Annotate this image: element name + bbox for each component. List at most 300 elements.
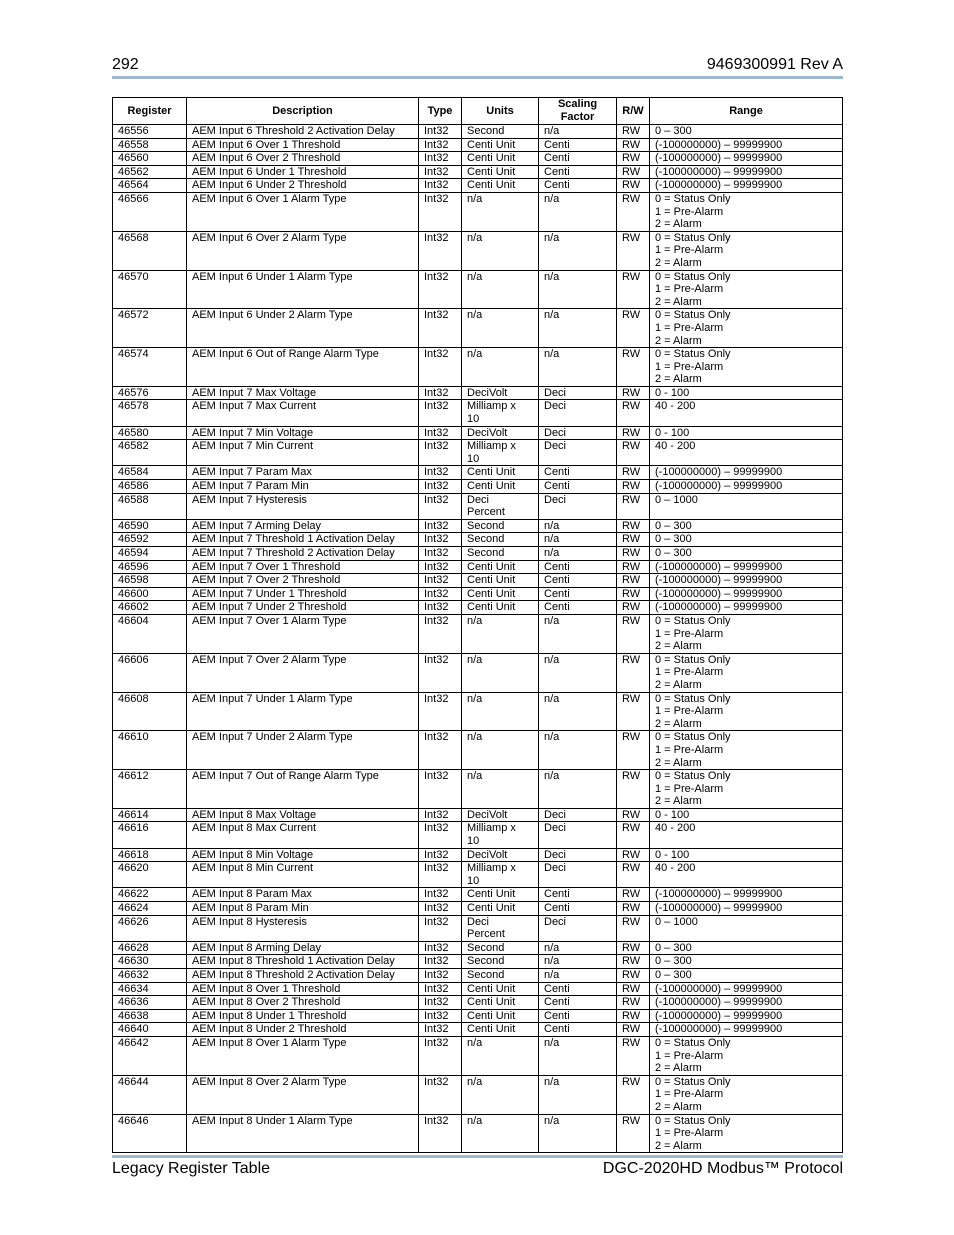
register-cell: 46560 bbox=[113, 152, 187, 166]
rw-cell: RW bbox=[617, 426, 650, 440]
register-cell: 46614 bbox=[113, 808, 187, 822]
range-cell: (-100000000) – 99999900 bbox=[650, 138, 843, 152]
table-row bbox=[113, 862, 843, 888]
description-cell: AEM Input 7 Param Min bbox=[187, 480, 419, 494]
register-cell: 46556 bbox=[113, 125, 187, 139]
scaling-cell: Deci bbox=[539, 822, 617, 848]
register-cell: 46612 bbox=[113, 770, 187, 809]
scaling-cell: n/a bbox=[539, 941, 617, 955]
register-cell: 46558 bbox=[113, 138, 187, 152]
units-cell: n/a bbox=[462, 653, 539, 692]
rw-cell: RW bbox=[617, 731, 650, 770]
scaling-cell: Centi bbox=[539, 179, 617, 193]
rw-cell: RW bbox=[617, 152, 650, 166]
scaling-cell: n/a bbox=[539, 955, 617, 969]
rw-cell: RW bbox=[617, 941, 650, 955]
rw-cell: RW bbox=[617, 996, 650, 1010]
table-row bbox=[113, 179, 843, 193]
description-cell: AEM Input 7 Min Voltage bbox=[187, 426, 419, 440]
rw-cell: RW bbox=[617, 547, 650, 561]
description-cell: AEM Input 7 Max Voltage bbox=[187, 386, 419, 400]
rw-cell: RW bbox=[617, 386, 650, 400]
rw-cell: RW bbox=[617, 587, 650, 601]
rw-cell: RW bbox=[617, 493, 650, 519]
table-row bbox=[113, 386, 843, 400]
units-cell: n/a bbox=[462, 270, 539, 309]
units-cell: Milliamp x 10 bbox=[462, 862, 539, 888]
description-cell: AEM Input 6 Over 1 Threshold bbox=[187, 138, 419, 152]
type-cell: Int32 bbox=[419, 480, 462, 494]
description-cell: AEM Input 7 Over 2 Threshold bbox=[187, 574, 419, 588]
scaling-cell: Centi bbox=[539, 1009, 617, 1023]
description-cell: AEM Input 8 Min Current bbox=[187, 862, 419, 888]
table-row bbox=[113, 902, 843, 916]
units-cell: Centi Unit bbox=[462, 601, 539, 615]
table-row bbox=[113, 653, 843, 692]
footer-section: Legacy Register Table bbox=[112, 1160, 271, 1177]
column-header: Description bbox=[187, 98, 419, 125]
description-cell: AEM Input 6 Threshold 2 Activation Delay bbox=[187, 125, 419, 139]
type-cell: Int32 bbox=[419, 731, 462, 770]
units-cell: Centi Unit bbox=[462, 982, 539, 996]
type-cell: Int32 bbox=[419, 270, 462, 309]
scaling-cell: Centi bbox=[539, 152, 617, 166]
column-header: Range bbox=[650, 98, 843, 125]
units-cell: Deci Percent bbox=[462, 493, 539, 519]
scaling-cell: n/a bbox=[539, 692, 617, 731]
table-row bbox=[113, 1114, 843, 1153]
units-cell: Centi Unit bbox=[462, 574, 539, 588]
rw-cell: RW bbox=[617, 1114, 650, 1153]
table-row bbox=[113, 426, 843, 440]
type-cell: Int32 bbox=[419, 386, 462, 400]
range-cell: 0 = Status Only 1 = Pre-Alarm 2 = Alarm bbox=[650, 1075, 843, 1114]
scaling-cell: n/a bbox=[539, 231, 617, 270]
register-cell: 46616 bbox=[113, 822, 187, 848]
units-cell: n/a bbox=[462, 309, 539, 348]
description-cell: AEM Input 6 Over 1 Alarm Type bbox=[187, 192, 419, 231]
register-cell: 46620 bbox=[113, 862, 187, 888]
range-cell: 0 – 300 bbox=[650, 533, 843, 547]
range-cell: 0 = Status Only 1 = Pre-Alarm 2 = Alarm bbox=[650, 692, 843, 731]
register-cell: 46618 bbox=[113, 848, 187, 862]
description-cell: AEM Input 7 Under 1 Alarm Type bbox=[187, 692, 419, 731]
range-cell: 0 = Status Only 1 = Pre-Alarm 2 = Alarm bbox=[650, 1036, 843, 1075]
description-cell: AEM Input 8 Over 2 Alarm Type bbox=[187, 1075, 419, 1114]
type-cell: Int32 bbox=[419, 533, 462, 547]
table-row bbox=[113, 587, 843, 601]
units-cell: Second bbox=[462, 941, 539, 955]
description-cell: AEM Input 7 Over 1 Threshold bbox=[187, 560, 419, 574]
type-cell: Int32 bbox=[419, 138, 462, 152]
description-cell: AEM Input 7 Over 1 Alarm Type bbox=[187, 614, 419, 653]
units-cell: Centi Unit bbox=[462, 165, 539, 179]
page-footer bbox=[112, 1158, 843, 1180]
units-cell: Centi Unit bbox=[462, 138, 539, 152]
type-cell: Int32 bbox=[419, 574, 462, 588]
rw-cell: RW bbox=[617, 560, 650, 574]
description-cell: AEM Input 8 Hysteresis bbox=[187, 915, 419, 941]
description-cell: AEM Input 8 Under 1 Alarm Type bbox=[187, 1114, 419, 1153]
type-cell: Int32 bbox=[419, 888, 462, 902]
range-cell: (-100000000) – 99999900 bbox=[650, 574, 843, 588]
description-cell: AEM Input 6 Under 2 Threshold bbox=[187, 179, 419, 193]
scaling-cell: Deci bbox=[539, 862, 617, 888]
table-row bbox=[113, 125, 843, 139]
scaling-cell: n/a bbox=[539, 731, 617, 770]
range-cell: 0 = Status Only 1 = Pre-Alarm 2 = Alarm bbox=[650, 653, 843, 692]
range-cell: 40 - 200 bbox=[650, 822, 843, 848]
scaling-cell: Centi bbox=[539, 165, 617, 179]
column-header: Type bbox=[419, 98, 462, 125]
description-cell: AEM Input 8 Over 1 Threshold bbox=[187, 982, 419, 996]
rw-cell: RW bbox=[617, 601, 650, 615]
register-cell: 46626 bbox=[113, 915, 187, 941]
rw-cell: RW bbox=[617, 192, 650, 231]
table-row bbox=[113, 152, 843, 166]
rw-cell: RW bbox=[617, 165, 650, 179]
rw-cell: RW bbox=[617, 179, 650, 193]
range-cell: 0 = Status Only 1 = Pre-Alarm 2 = Alarm bbox=[650, 348, 843, 387]
description-cell: AEM Input 8 Over 2 Threshold bbox=[187, 996, 419, 1010]
units-cell: Centi Unit bbox=[462, 587, 539, 601]
register-cell: 46566 bbox=[113, 192, 187, 231]
table-row bbox=[113, 770, 843, 809]
page-number: 292 bbox=[112, 56, 139, 73]
range-cell: 0 = Status Only 1 = Pre-Alarm 2 = Alarm bbox=[650, 270, 843, 309]
units-cell: n/a bbox=[462, 348, 539, 387]
type-cell: Int32 bbox=[419, 770, 462, 809]
rw-cell: RW bbox=[617, 533, 650, 547]
rw-cell: RW bbox=[617, 400, 650, 426]
range-cell: 0 – 300 bbox=[650, 969, 843, 983]
description-cell: AEM Input 7 Arming Delay bbox=[187, 519, 419, 533]
units-cell: Centi Unit bbox=[462, 152, 539, 166]
type-cell: Int32 bbox=[419, 822, 462, 848]
type-cell: Int32 bbox=[419, 348, 462, 387]
type-cell: Int32 bbox=[419, 192, 462, 231]
range-cell: 0 – 300 bbox=[650, 125, 843, 139]
register-cell: 46594 bbox=[113, 547, 187, 561]
type-cell: Int32 bbox=[419, 982, 462, 996]
table-header-row bbox=[113, 98, 843, 125]
units-cell: Centi Unit bbox=[462, 179, 539, 193]
description-cell: AEM Input 8 Param Min bbox=[187, 902, 419, 916]
type-cell: Int32 bbox=[419, 808, 462, 822]
type-cell: Int32 bbox=[419, 547, 462, 561]
range-cell: (-100000000) – 99999900 bbox=[650, 480, 843, 494]
units-cell: n/a bbox=[462, 192, 539, 231]
rw-cell: RW bbox=[617, 1009, 650, 1023]
rw-cell: RW bbox=[617, 1023, 650, 1037]
range-cell: (-100000000) – 99999900 bbox=[650, 1009, 843, 1023]
table-row bbox=[113, 1036, 843, 1075]
rw-cell: RW bbox=[617, 692, 650, 731]
table-row bbox=[113, 348, 843, 387]
register-cell: 46630 bbox=[113, 955, 187, 969]
rw-cell: RW bbox=[617, 440, 650, 466]
range-cell: (-100000000) – 99999900 bbox=[650, 1023, 843, 1037]
range-cell: 0 – 1000 bbox=[650, 915, 843, 941]
scaling-cell: n/a bbox=[539, 770, 617, 809]
table-row bbox=[113, 731, 843, 770]
type-cell: Int32 bbox=[419, 165, 462, 179]
type-cell: Int32 bbox=[419, 653, 462, 692]
register-cell: 46578 bbox=[113, 400, 187, 426]
register-cell: 46564 bbox=[113, 179, 187, 193]
range-cell: 0 - 100 bbox=[650, 848, 843, 862]
register-cell: 46592 bbox=[113, 533, 187, 547]
table-row bbox=[113, 692, 843, 731]
table-row bbox=[113, 969, 843, 983]
register-cell: 46640 bbox=[113, 1023, 187, 1037]
register-cell: 46570 bbox=[113, 270, 187, 309]
range-cell: 0 = Status Only 1 = Pre-Alarm 2 = Alarm bbox=[650, 614, 843, 653]
rw-cell: RW bbox=[617, 862, 650, 888]
range-cell: 0 = Status Only 1 = Pre-Alarm 2 = Alarm bbox=[650, 231, 843, 270]
range-cell: (-100000000) – 99999900 bbox=[650, 601, 843, 615]
units-cell: n/a bbox=[462, 731, 539, 770]
units-cell: n/a bbox=[462, 231, 539, 270]
description-cell: AEM Input 8 Param Max bbox=[187, 888, 419, 902]
rw-cell: RW bbox=[617, 574, 650, 588]
type-cell: Int32 bbox=[419, 1075, 462, 1114]
type-cell: Int32 bbox=[419, 848, 462, 862]
description-cell: AEM Input 8 Arming Delay bbox=[187, 941, 419, 955]
table-row bbox=[113, 547, 843, 561]
scaling-cell: n/a bbox=[539, 1075, 617, 1114]
type-cell: Int32 bbox=[419, 1114, 462, 1153]
scaling-cell: n/a bbox=[539, 1114, 617, 1153]
type-cell: Int32 bbox=[419, 1036, 462, 1075]
rw-cell: RW bbox=[617, 848, 650, 862]
description-cell: AEM Input 6 Under 1 Alarm Type bbox=[187, 270, 419, 309]
type-cell: Int32 bbox=[419, 862, 462, 888]
rw-cell: RW bbox=[617, 915, 650, 941]
range-cell: 0 - 100 bbox=[650, 386, 843, 400]
register-cell: 46634 bbox=[113, 982, 187, 996]
rw-cell: RW bbox=[617, 614, 650, 653]
type-cell: Int32 bbox=[419, 519, 462, 533]
table-row bbox=[113, 519, 843, 533]
type-cell: Int32 bbox=[419, 902, 462, 916]
register-cell: 46596 bbox=[113, 560, 187, 574]
type-cell: Int32 bbox=[419, 955, 462, 969]
table-row bbox=[113, 560, 843, 574]
scaling-cell: n/a bbox=[539, 348, 617, 387]
register-cell: 46562 bbox=[113, 165, 187, 179]
scaling-cell: Deci bbox=[539, 493, 617, 519]
scaling-cell: n/a bbox=[539, 125, 617, 139]
rw-cell: RW bbox=[617, 1075, 650, 1114]
range-cell: 40 - 200 bbox=[650, 440, 843, 466]
type-cell: Int32 bbox=[419, 400, 462, 426]
scaling-cell: n/a bbox=[539, 270, 617, 309]
units-cell: Centi Unit bbox=[462, 996, 539, 1010]
description-cell: AEM Input 7 Min Current bbox=[187, 440, 419, 466]
range-cell: 0 = Status Only 1 = Pre-Alarm 2 = Alarm bbox=[650, 770, 843, 809]
type-cell: Int32 bbox=[419, 601, 462, 615]
table-row bbox=[113, 601, 843, 615]
range-cell: 0 = Status Only 1 = Pre-Alarm 2 = Alarm bbox=[650, 309, 843, 348]
range-cell: 0 – 1000 bbox=[650, 493, 843, 519]
table-row bbox=[113, 192, 843, 231]
range-cell: (-100000000) – 99999900 bbox=[650, 165, 843, 179]
scaling-cell: Centi bbox=[539, 982, 617, 996]
units-cell: Centi Unit bbox=[462, 560, 539, 574]
rw-cell: RW bbox=[617, 480, 650, 494]
type-cell: Int32 bbox=[419, 996, 462, 1010]
type-cell: Int32 bbox=[419, 560, 462, 574]
table-row bbox=[113, 480, 843, 494]
range-cell: (-100000000) – 99999900 bbox=[650, 179, 843, 193]
range-cell: 0 = Status Only 1 = Pre-Alarm 2 = Alarm bbox=[650, 1114, 843, 1153]
type-cell: Int32 bbox=[419, 231, 462, 270]
units-cell: DeciVolt bbox=[462, 808, 539, 822]
units-cell: Deci Percent bbox=[462, 915, 539, 941]
description-cell: AEM Input 7 Threshold 2 Activation Delay bbox=[187, 547, 419, 561]
description-cell: AEM Input 6 Under 2 Alarm Type bbox=[187, 309, 419, 348]
scaling-cell: Centi bbox=[539, 1023, 617, 1037]
rw-cell: RW bbox=[617, 231, 650, 270]
rw-cell: RW bbox=[617, 955, 650, 969]
units-cell: Centi Unit bbox=[462, 466, 539, 480]
register-cell: 46588 bbox=[113, 493, 187, 519]
register-cell: 46572 bbox=[113, 309, 187, 348]
table-row bbox=[113, 493, 843, 519]
scaling-cell: Centi bbox=[539, 888, 617, 902]
rw-cell: RW bbox=[617, 466, 650, 480]
header-rule bbox=[112, 76, 843, 79]
table-row bbox=[113, 1075, 843, 1114]
type-cell: Int32 bbox=[419, 915, 462, 941]
scaling-cell: n/a bbox=[539, 519, 617, 533]
type-cell: Int32 bbox=[419, 941, 462, 955]
range-cell: (-100000000) – 99999900 bbox=[650, 587, 843, 601]
scaling-cell: Deci bbox=[539, 915, 617, 941]
units-cell: n/a bbox=[462, 1036, 539, 1075]
scaling-cell: n/a bbox=[539, 969, 617, 983]
rw-cell: RW bbox=[617, 519, 650, 533]
type-cell: Int32 bbox=[419, 1023, 462, 1037]
table-row bbox=[113, 808, 843, 822]
register-cell: 46644 bbox=[113, 1075, 187, 1114]
units-cell: Second bbox=[462, 125, 539, 139]
range-cell: 0 = Status Only 1 = Pre-Alarm 2 = Alarm bbox=[650, 192, 843, 231]
type-cell: Int32 bbox=[419, 309, 462, 348]
table-row bbox=[113, 941, 843, 955]
column-header: Register bbox=[113, 98, 187, 125]
type-cell: Int32 bbox=[419, 969, 462, 983]
description-cell: AEM Input 8 Threshold 1 Activation Delay bbox=[187, 955, 419, 969]
range-cell: (-100000000) – 99999900 bbox=[650, 560, 843, 574]
table-row bbox=[113, 996, 843, 1010]
register-cell: 46568 bbox=[113, 231, 187, 270]
table-row bbox=[113, 574, 843, 588]
table-row bbox=[113, 1009, 843, 1023]
table-row bbox=[113, 270, 843, 309]
range-cell: 0 – 300 bbox=[650, 941, 843, 955]
range-cell: 0 – 300 bbox=[650, 547, 843, 561]
range-cell: (-100000000) – 99999900 bbox=[650, 466, 843, 480]
units-cell: Second bbox=[462, 955, 539, 969]
type-cell: Int32 bbox=[419, 179, 462, 193]
scaling-cell: n/a bbox=[539, 614, 617, 653]
rw-cell: RW bbox=[617, 138, 650, 152]
units-cell: n/a bbox=[462, 1114, 539, 1153]
units-cell: Centi Unit bbox=[462, 480, 539, 494]
range-cell: 0 – 300 bbox=[650, 955, 843, 969]
table-row bbox=[113, 955, 843, 969]
units-cell: DeciVolt bbox=[462, 848, 539, 862]
type-cell: Int32 bbox=[419, 440, 462, 466]
description-cell: AEM Input 6 Over 2 Alarm Type bbox=[187, 231, 419, 270]
table-row bbox=[113, 848, 843, 862]
register-cell: 46646 bbox=[113, 1114, 187, 1153]
table-row bbox=[113, 982, 843, 996]
units-cell: DeciVolt bbox=[462, 426, 539, 440]
table-row bbox=[113, 1023, 843, 1037]
rw-cell: RW bbox=[617, 653, 650, 692]
description-cell: AEM Input 8 Threshold 2 Activation Delay bbox=[187, 969, 419, 983]
column-header: R/W bbox=[617, 98, 650, 125]
type-cell: Int32 bbox=[419, 426, 462, 440]
range-cell: 40 - 200 bbox=[650, 862, 843, 888]
rw-cell: RW bbox=[617, 982, 650, 996]
scaling-cell: Centi bbox=[539, 480, 617, 494]
rw-cell: RW bbox=[617, 770, 650, 809]
register-cell: 46586 bbox=[113, 480, 187, 494]
register-cell: 46628 bbox=[113, 941, 187, 955]
description-cell: AEM Input 7 Out of Range Alarm Type bbox=[187, 770, 419, 809]
scaling-cell: n/a bbox=[539, 653, 617, 692]
description-cell: AEM Input 8 Over 1 Alarm Type bbox=[187, 1036, 419, 1075]
description-cell: AEM Input 7 Hysteresis bbox=[187, 493, 419, 519]
table-row bbox=[113, 165, 843, 179]
scaling-cell: Deci bbox=[539, 400, 617, 426]
type-cell: Int32 bbox=[419, 1009, 462, 1023]
rw-cell: RW bbox=[617, 1036, 650, 1075]
document-id: 9469300991 Rev A bbox=[706, 56, 843, 73]
description-cell: AEM Input 6 Out of Range Alarm Type bbox=[187, 348, 419, 387]
description-cell: AEM Input 7 Under 2 Threshold bbox=[187, 601, 419, 615]
scaling-cell: n/a bbox=[539, 309, 617, 348]
scaling-cell: Deci bbox=[539, 848, 617, 862]
units-cell: Milliamp x 10 bbox=[462, 822, 539, 848]
rw-cell: RW bbox=[617, 969, 650, 983]
register-cell: 46574 bbox=[113, 348, 187, 387]
footer-title: DGC-2020HD Modbus™ Protocol bbox=[602, 1160, 843, 1177]
rw-cell: RW bbox=[617, 808, 650, 822]
table-row bbox=[113, 440, 843, 466]
register-cell: 46622 bbox=[113, 888, 187, 902]
rw-cell: RW bbox=[617, 270, 650, 309]
table-row bbox=[113, 309, 843, 348]
register-cell: 46582 bbox=[113, 440, 187, 466]
description-cell: AEM Input 8 Under 1 Threshold bbox=[187, 1009, 419, 1023]
table-row bbox=[113, 822, 843, 848]
scaling-cell: Centi bbox=[539, 601, 617, 615]
column-header: Units bbox=[462, 98, 539, 125]
description-cell: AEM Input 7 Threshold 1 Activation Delay bbox=[187, 533, 419, 547]
scaling-cell: Centi bbox=[539, 587, 617, 601]
page-header bbox=[112, 54, 843, 76]
register-cell: 46642 bbox=[113, 1036, 187, 1075]
rw-cell: RW bbox=[617, 822, 650, 848]
table-row bbox=[113, 614, 843, 653]
table-row bbox=[113, 533, 843, 547]
rw-cell: RW bbox=[617, 902, 650, 916]
